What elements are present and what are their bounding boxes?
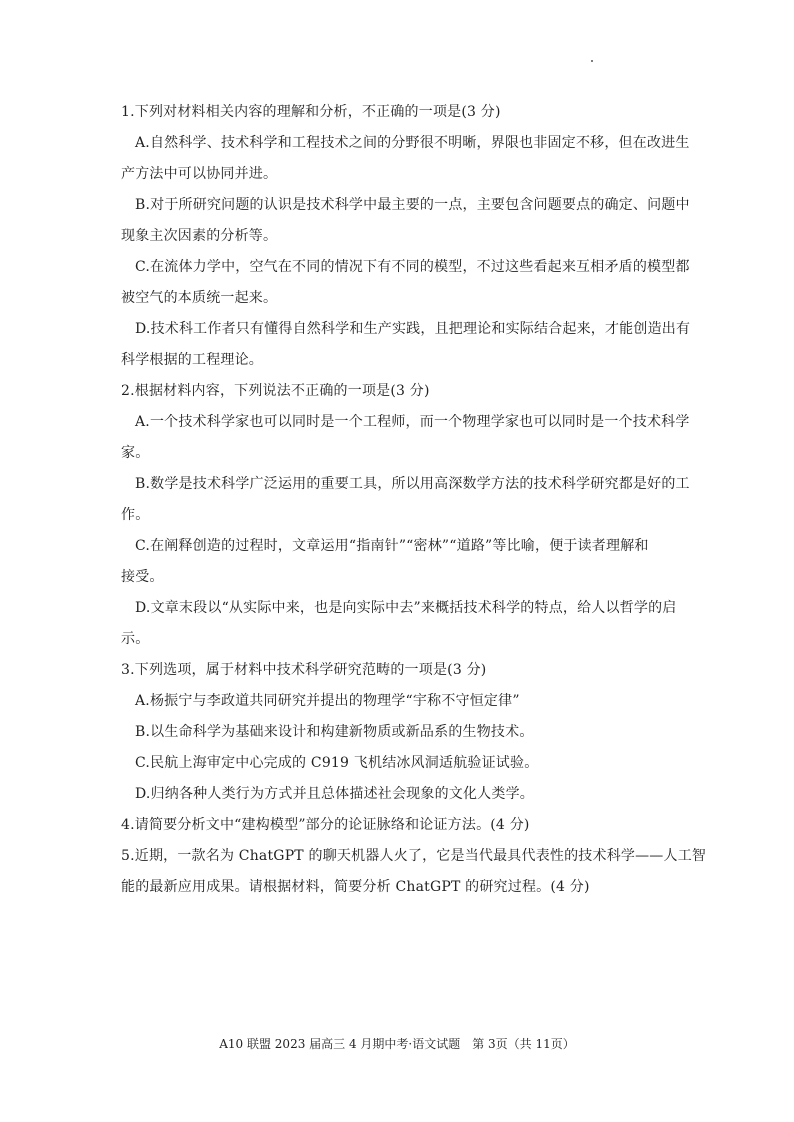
page-footer: A10 联盟 2023 届高三 4 月期中考·语文试题 第 3页（共 11页） (219, 1037, 575, 1051)
q1-option-b-line2: 现象主次因素的分析等。 (121, 228, 278, 244)
q2-option-a-line2: 家。 (121, 445, 150, 461)
question-5-line2: 能的最新应用成果。请根据材料，简要分析 ChatGPT 的研究过程。(4 分) (121, 879, 590, 895)
q2-option-d-line2: 示。 (121, 631, 150, 647)
question-content (121, 97, 707, 903)
scan-speck (591, 60, 593, 62)
q3-option-b: B.以生命科学为基础来设计和构建新物质或新品系的生物技术。 (135, 724, 534, 740)
q2-option-c-line1: C.在阐释创造的过程时，文章运用“指南针”“密林”“道路”等比喻，便于读者理解和 (135, 538, 649, 554)
question-5-line1: 5.近期，一款名为 ChatGPT 的聊天机器人火了，它是当代最具代表性的技术科学——人工智 (121, 848, 707, 864)
q1-option-d-line2: 科学根据的工程理论。 (121, 352, 263, 368)
q2-option-b-line2: 作。 (121, 507, 150, 523)
q3-option-c: C.民航上海审定中心完成的 C919 飞机结冰风洞适航验证试验。 (135, 755, 539, 771)
question-1-stem: 1.下列对材料相关内容的理解和分析，不正确的一项是(3 分) (121, 104, 501, 120)
question-3-stem: 3.下列选项，属于材料中技术科学研究范畴的一项是(3 分) (121, 662, 487, 678)
q1-option-d-line1: D.技术科工作者只有懂得自然科学和生产实践，且把理论和实际结合起来，才能创造出有 (135, 321, 691, 337)
q1-option-c-line2: 被空气的本质统一起来。 (121, 290, 278, 306)
q3-option-a: A.杨振宁与李政道共同研究并提出的物理学“宇称不守恒定律” (135, 693, 520, 709)
q1-option-b-line1: B.对于所研究问题的认识是技术科学中最主要的一点，主要包含问题要点的确定、问题中 (135, 197, 690, 213)
question-2-stem: 2.根据材料内容，下列说法不正确的一项是(3 分) (121, 383, 430, 399)
q2-option-b-line1: B.数学是技术科学广泛运用的重要工具，所以用高深数学方法的技术科学研究都是好的工 (135, 476, 690, 492)
q2-option-c-line2: 接受。 (121, 569, 164, 585)
q1-option-a-line1: A.自然科学、技术科学和工程技术之间的分野很不明晰，界限也非固定不移，但在改进生 (135, 135, 690, 151)
question-4-stem: 4.请简要分析文中“建构模型”部分的论证脉络和论证方法。(4 分) (121, 817, 530, 833)
q3-option-d: D.归纳各种人类行为方式并且总体描述社会现象的文化人类学。 (135, 786, 534, 802)
q1-option-a-line2: 产方法中可以协同并进。 (121, 166, 278, 182)
q2-option-d-line1: D.文章末段以“从实际中来，也是向实际中去”来概括技术科学的特点，给人以哲学的启 (135, 600, 677, 616)
q1-option-c-line1: C.在流体力学中，空气在不同的情况下有不同的模型，不过这些看起来互相矛盾的模型都 (135, 259, 690, 275)
q2-option-a-line1: A.一个技术科学家也可以同时是一个工程师，而一个物理学家也可以同时是一个技术科学 (135, 414, 690, 430)
